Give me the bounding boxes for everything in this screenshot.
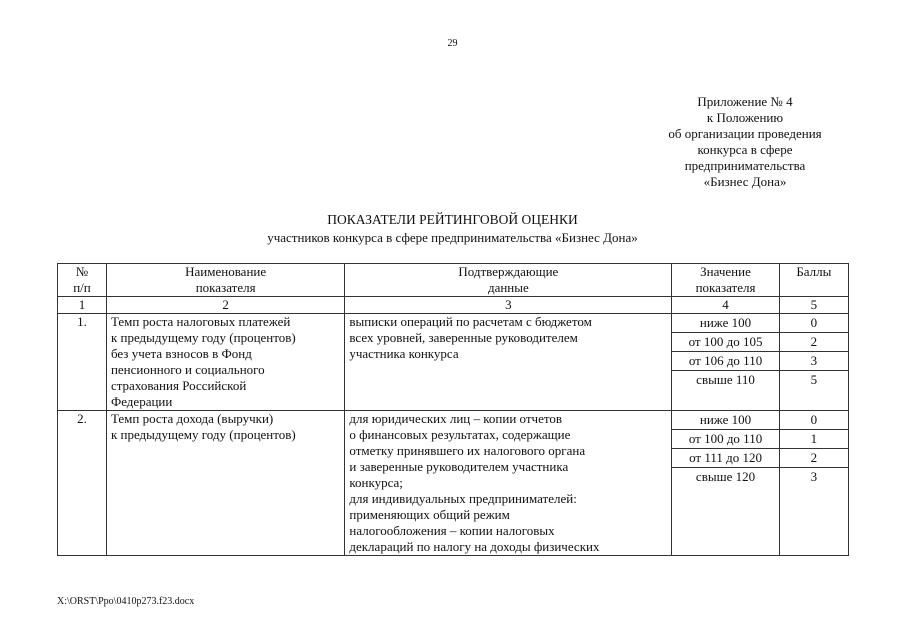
points-value: 3	[810, 469, 818, 484]
indicator-name-line: Темп роста налоговых платежей	[110, 314, 291, 329]
supporting-data-line: всех уровней, заверенные руководителем	[349, 330, 578, 345]
indicator-value: от 106 до 110	[672, 352, 778, 371]
supporting-data	[345, 411, 672, 556]
row-number: 1.	[58, 314, 107, 411]
appendix-line: конкурса в сфере	[697, 142, 793, 157]
supporting-data-line: и заверенные руководителем участника	[349, 459, 569, 474]
supporting-data-line: выписки операций по расчетам с бюджетом	[349, 314, 592, 329]
table-row	[58, 314, 849, 411]
points-value: 0	[780, 411, 848, 430]
indicator-name-line: пенсионного и социального	[110, 362, 265, 377]
supporting-data-line: о финансовых результатах, содержащие	[349, 427, 571, 442]
supporting-data-line: участника конкурса	[349, 346, 459, 361]
file-path-footer: X:\ORST\Ppo\0410p273.f23.docx	[57, 596, 195, 607]
supporting-data-line: для юридических лиц – копии отчетов	[349, 411, 562, 426]
points-value: 3	[780, 352, 848, 371]
points-value: 1	[780, 430, 848, 449]
indicator-value: ниже 100	[672, 314, 778, 333]
points-value-cell	[779, 314, 848, 411]
indicator-value: от 100 до 105	[672, 333, 778, 352]
indicator-name-line: Федерации	[110, 394, 173, 409]
header-data: Подтверждающие данные	[345, 264, 672, 297]
column-number: 5	[779, 297, 848, 314]
header-points: Баллы	[779, 264, 848, 297]
indicator-value: ниже 100	[672, 411, 778, 430]
header-value: Значение показателя	[672, 264, 779, 297]
document-subtitle: участников конкурса в сфере предпринимательства «Бизнес Дона»	[267, 230, 638, 245]
indicator-value-cell	[672, 314, 779, 411]
page-number: 29	[447, 38, 458, 49]
column-number: 4	[672, 297, 779, 314]
indicator-name-line: Темп роста дохода (выручки)	[110, 411, 274, 426]
points-value-cell	[779, 411, 848, 556]
column-number: 3	[345, 297, 672, 314]
row-number: 2.	[58, 411, 107, 556]
indicator-value: свыше 120	[695, 469, 756, 484]
document-title: ПОКАЗАТЕЛИ РЕЙТИНГОВОЙ ОЦЕНКИ	[327, 212, 578, 227]
column-numbers-row	[58, 297, 849, 314]
indicator-value: от 100 до 110	[672, 430, 778, 449]
points-value: 5	[810, 372, 818, 387]
header-name: Наименование показателя	[106, 264, 344, 297]
indicator-value: свыше 110	[696, 372, 755, 387]
appendix-line: Приложение № 4	[697, 94, 793, 109]
column-number: 1	[58, 297, 107, 314]
indicator-name	[106, 314, 344, 411]
indicator-name-line: к предыдущему году (процентов)	[110, 427, 296, 442]
indicator-name-line: без учета взносов в Фонд	[110, 346, 252, 361]
supporting-data-line: для индивидуальных предпринимателей:	[349, 491, 577, 506]
indicator-name-line: страхования Российской	[110, 378, 247, 393]
supporting-data-line: применяющих общий режим	[349, 507, 510, 522]
supporting-data-line: отметку принявшего их налогового органа	[349, 443, 586, 458]
points-value: 0	[780, 314, 848, 333]
appendix-line: об организации проведения	[668, 126, 822, 141]
supporting-data-line: конкурса;	[349, 475, 403, 490]
header-num: № п/п	[58, 264, 107, 297]
appendix-note	[620, 94, 870, 190]
points-value: 2	[780, 449, 848, 468]
supporting-data-line: деклараций по налогу на доходы физических	[349, 539, 600, 554]
appendix-line: к Положению	[706, 110, 784, 125]
appendix-line: «Бизнес Дона»	[703, 174, 787, 189]
indicator-value: от 111 до 120	[672, 449, 778, 468]
points-value: 2	[780, 333, 848, 352]
supporting-data	[345, 314, 672, 411]
column-number: 2	[106, 297, 344, 314]
indicator-name-line: к предыдущему году (процентов)	[110, 330, 296, 345]
table-header-row	[58, 264, 849, 297]
table-row	[58, 411, 849, 556]
indicator-value-cell	[672, 411, 779, 556]
indicator-name	[106, 411, 344, 556]
rating-table	[57, 263, 849, 556]
appendix-line: предпринимательства	[684, 158, 806, 173]
supporting-data-line: налогообложения – копии налоговых	[349, 523, 555, 538]
